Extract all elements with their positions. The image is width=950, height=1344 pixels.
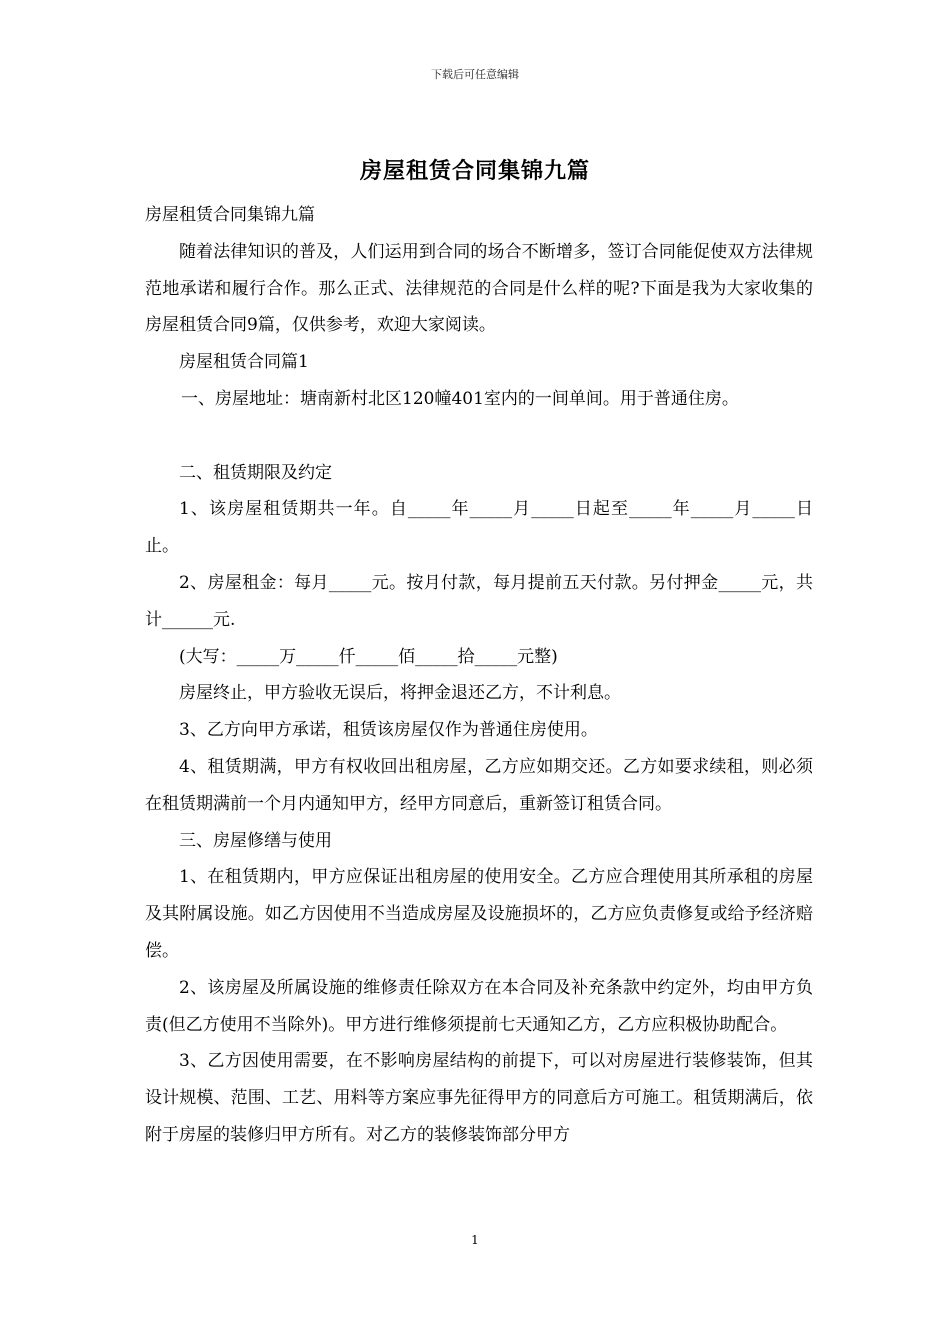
clause-rent-uppercase: (大写：_____万_____仟_____佰_____拾_____元整): [179, 646, 558, 667]
blank-line: [145, 418, 813, 455]
page-header: 下载后可任意编辑: [431, 68, 519, 81]
section-heading-repair: 三、房屋修缮与使用: [179, 830, 332, 851]
clause-decoration: 3、乙方因使用需要，在不影响房屋结构的前提下，可以对房屋进行装修装饰，但其设计规模、范围、工艺、用料等方案应事先征得甲方的同意后方可施工。租赁期满后，依附于房屋的装修归甲方所有。对乙方的装修装饰部分甲方: [145, 1051, 813, 1145]
clause-repair-safety: 1、在租赁期内，甲方应保证出租房屋的使用安全。乙方应合理使用其所承租的房屋及其附属设施。如乙方因使用不当造成房屋及设施损坏的，乙方应负责修复或给予经济赔偿。: [145, 867, 813, 961]
clause-lease-period: 1、该房屋租赁期共一年。自_____年_____月_____日起至_____年_____月_____日止。: [145, 499, 813, 557]
document-title: 房屋租赁合同集锦九篇: [359, 158, 590, 184]
document-body: [145, 197, 813, 1154]
clause-rent: 2、房屋租金：每月_____元。按月付款，每月提前五天付款。另付押金_____元，共计______元.: [145, 572, 813, 630]
clause-repair-responsibility: 2、该房屋及所属设施的维修责任除双方在本合同及补充条款中约定外，均由甲方负责(但乙方使用不当除外)。甲方进行维修须提前七天通知乙方，乙方应积极协助配合。: [145, 977, 813, 1035]
clause-usage-promise: 3、乙方向甲方承诺，租赁该房屋仅作为普通住房使用。: [179, 720, 598, 741]
page-number: 1: [471, 1233, 479, 1247]
contract-heading: 房屋租赁合同篇1: [179, 352, 309, 373]
subtitle-paragraph: 房屋租赁合同集锦九篇: [145, 205, 315, 225]
clause-lease-renewal: 4、租赁期满，甲方有权收回出租房屋，乙方应如期交还。乙方如要求续租，则必须在租赁期满前一个月内通知甲方，经甲方同意后，重新签订租赁合同。: [145, 756, 813, 814]
clause-house-address: 一、房屋地址：塘南新村北区120幢401室内的一间单间。用于普通住房。: [181, 388, 739, 409]
intro-paragraph: 随着法律知识的普及，人们运用到合同的场合不断增多，签订合同能促使双方法律规范地承诺和履行合作。那么正式、法律规范的合同是什么样的呢?下面是我为大家收集的房屋租赁合同9篇，仅供参考，欢迎大家阅读。: [145, 241, 813, 336]
section-heading-term: 二、租赁期限及约定: [179, 462, 332, 483]
clause-deposit-refund: 房屋终止，甲方验收无误后，将押金退还乙方，不计利息。: [179, 683, 621, 704]
